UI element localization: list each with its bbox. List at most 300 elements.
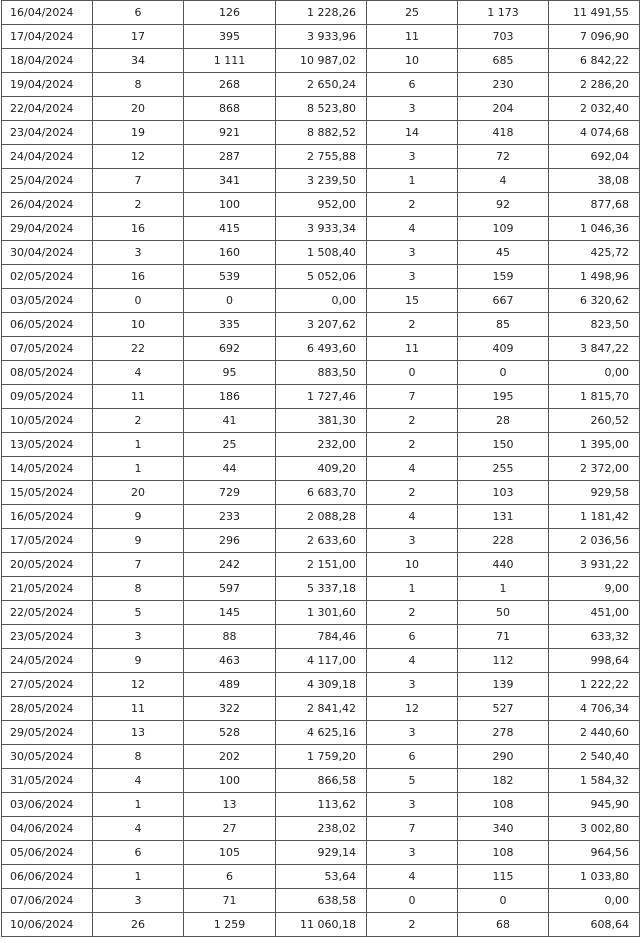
table-row (2, 145, 640, 169)
table-row (2, 721, 640, 745)
cell-amount-a: 2 650,24 (276, 73, 367, 97)
cell-count-a: 3 (93, 241, 184, 265)
cell-count-b: 3 (367, 529, 458, 553)
cell-amount-b: 945,90 (549, 793, 640, 817)
table-row (2, 481, 640, 505)
cell-count-a: 6 (93, 841, 184, 865)
cell-date: 02/05/2024 (2, 265, 93, 289)
cell-count-b: 4 (367, 457, 458, 481)
cell-quantity-a: 539 (184, 265, 276, 289)
cell-count-a: 26 (93, 913, 184, 937)
cell-quantity-b: 92 (458, 193, 549, 217)
cell-quantity-b: 204 (458, 97, 549, 121)
cell-quantity-b: 108 (458, 841, 549, 865)
cell-amount-a: 53,64 (276, 865, 367, 889)
table-row (2, 457, 640, 481)
cell-count-a: 1 (93, 457, 184, 481)
cell-quantity-a: 341 (184, 169, 276, 193)
cell-date: 03/05/2024 (2, 289, 93, 313)
cell-date: 18/04/2024 (2, 49, 93, 73)
table-row (2, 25, 640, 49)
cell-date: 22/04/2024 (2, 97, 93, 121)
cell-date: 21/05/2024 (2, 577, 93, 601)
cell-quantity-a: 71 (184, 889, 276, 913)
cell-quantity-a: 88 (184, 625, 276, 649)
table-row (2, 913, 640, 937)
cell-quantity-b: 139 (458, 673, 549, 697)
cell-quantity-a: 692 (184, 337, 276, 361)
cell-quantity-a: 13 (184, 793, 276, 817)
table-row (2, 289, 640, 313)
cell-quantity-b: 290 (458, 745, 549, 769)
cell-amount-b: 998,64 (549, 649, 640, 673)
cell-quantity-a: 335 (184, 313, 276, 337)
cell-count-a: 12 (93, 145, 184, 169)
cell-amount-a: 113,62 (276, 793, 367, 817)
table-row (2, 697, 640, 721)
cell-amount-a: 11 060,18 (276, 913, 367, 937)
cell-quantity-a: 25 (184, 433, 276, 457)
cell-quantity-b: 1 (458, 577, 549, 601)
cell-amount-b: 823,50 (549, 313, 640, 337)
cell-date: 23/04/2024 (2, 121, 93, 145)
cell-quantity-b: 108 (458, 793, 549, 817)
cell-date: 10/05/2024 (2, 409, 93, 433)
cell-date: 26/04/2024 (2, 193, 93, 217)
cell-date: 19/04/2024 (2, 73, 93, 97)
cell-amount-a: 2 633,60 (276, 529, 367, 553)
cell-date: 30/05/2024 (2, 745, 93, 769)
cell-amount-b: 2 540,40 (549, 745, 640, 769)
cell-date: 27/05/2024 (2, 673, 93, 697)
cell-amount-a: 784,46 (276, 625, 367, 649)
cell-date: 22/05/2024 (2, 601, 93, 625)
cell-quantity-b: 340 (458, 817, 549, 841)
cell-count-b: 3 (367, 673, 458, 697)
cell-count-a: 7 (93, 169, 184, 193)
table-row (2, 745, 640, 769)
cell-quantity-a: 921 (184, 121, 276, 145)
cell-quantity-a: 202 (184, 745, 276, 769)
cell-count-a: 9 (93, 529, 184, 553)
cell-date: 05/06/2024 (2, 841, 93, 865)
cell-count-b: 7 (367, 817, 458, 841)
cell-count-b: 1 (367, 577, 458, 601)
cell-amount-b: 7 096,90 (549, 25, 640, 49)
cell-count-a: 20 (93, 97, 184, 121)
cell-count-b: 15 (367, 289, 458, 313)
cell-amount-a: 3 933,34 (276, 217, 367, 241)
cell-date: 28/05/2024 (2, 697, 93, 721)
table-row (2, 193, 640, 217)
cell-amount-a: 6 493,60 (276, 337, 367, 361)
cell-amount-b: 3 847,22 (549, 337, 640, 361)
table-row (2, 97, 640, 121)
cell-amount-a: 2 088,28 (276, 505, 367, 529)
cell-date: 16/05/2024 (2, 505, 93, 529)
cell-quantity-a: 463 (184, 649, 276, 673)
cell-amount-b: 692,04 (549, 145, 640, 169)
cell-amount-a: 232,00 (276, 433, 367, 457)
cell-count-b: 3 (367, 145, 458, 169)
cell-date: 25/04/2024 (2, 169, 93, 193)
cell-amount-a: 1 301,60 (276, 601, 367, 625)
cell-date: 24/04/2024 (2, 145, 93, 169)
cell-amount-b: 2 036,56 (549, 529, 640, 553)
cell-count-a: 20 (93, 481, 184, 505)
cell-date: 30/04/2024 (2, 241, 93, 265)
table-row (2, 889, 640, 913)
cell-count-b: 1 (367, 169, 458, 193)
cell-quantity-a: 415 (184, 217, 276, 241)
cell-date: 29/05/2024 (2, 721, 93, 745)
table-row (2, 49, 640, 73)
cell-amount-b: 3 931,22 (549, 553, 640, 577)
cell-count-b: 11 (367, 337, 458, 361)
cell-amount-b: 1 033,80 (549, 865, 640, 889)
cell-quantity-a: 44 (184, 457, 276, 481)
table-row (2, 817, 640, 841)
cell-count-b: 6 (367, 625, 458, 649)
cell-quantity-b: 28 (458, 409, 549, 433)
cell-amount-a: 381,30 (276, 409, 367, 433)
cell-count-a: 9 (93, 505, 184, 529)
cell-quantity-b: 278 (458, 721, 549, 745)
cell-amount-a: 929,14 (276, 841, 367, 865)
cell-count-b: 2 (367, 601, 458, 625)
cell-quantity-a: 528 (184, 721, 276, 745)
cell-count-a: 4 (93, 817, 184, 841)
cell-count-a: 3 (93, 889, 184, 913)
cell-quantity-b: 230 (458, 73, 549, 97)
cell-amount-a: 3 207,62 (276, 313, 367, 337)
table-row (2, 649, 640, 673)
cell-amount-b: 877,68 (549, 193, 640, 217)
cell-count-a: 10 (93, 313, 184, 337)
cell-amount-a: 866,58 (276, 769, 367, 793)
cell-count-a: 5 (93, 601, 184, 625)
cell-amount-a: 4 309,18 (276, 673, 367, 697)
cell-quantity-b: 195 (458, 385, 549, 409)
table-row (2, 361, 640, 385)
cell-count-b: 2 (367, 913, 458, 937)
cell-quantity-a: 1 259 (184, 913, 276, 937)
cell-quantity-b: 409 (458, 337, 549, 361)
cell-count-b: 7 (367, 385, 458, 409)
cell-count-a: 1 (93, 793, 184, 817)
cell-amount-a: 1 508,40 (276, 241, 367, 265)
cell-date: 24/05/2024 (2, 649, 93, 673)
table-row (2, 673, 640, 697)
cell-count-a: 8 (93, 577, 184, 601)
cell-quantity-b: 703 (458, 25, 549, 49)
cell-date: 06/05/2024 (2, 313, 93, 337)
cell-quantity-a: 105 (184, 841, 276, 865)
cell-count-b: 6 (367, 745, 458, 769)
cell-date: 07/05/2024 (2, 337, 93, 361)
cell-quantity-a: 489 (184, 673, 276, 697)
cell-date: 29/04/2024 (2, 217, 93, 241)
table-row (2, 1, 640, 25)
cell-quantity-a: 868 (184, 97, 276, 121)
cell-quantity-a: 100 (184, 193, 276, 217)
cell-count-b: 4 (367, 217, 458, 241)
cell-count-b: 4 (367, 865, 458, 889)
cell-amount-a: 638,58 (276, 889, 367, 913)
cell-amount-b: 2 372,00 (549, 457, 640, 481)
cell-count-a: 17 (93, 25, 184, 49)
cell-count-b: 0 (367, 889, 458, 913)
cell-quantity-b: 131 (458, 505, 549, 529)
cell-amount-b: 6 320,62 (549, 289, 640, 313)
cell-date: 17/04/2024 (2, 25, 93, 49)
table-row (2, 577, 640, 601)
cell-amount-b: 9,00 (549, 577, 640, 601)
cell-count-a: 6 (93, 1, 184, 25)
cell-quantity-a: 126 (184, 1, 276, 25)
cell-amount-a: 8 882,52 (276, 121, 367, 145)
cell-count-b: 2 (367, 193, 458, 217)
cell-amount-b: 1 395,00 (549, 433, 640, 457)
cell-count-b: 4 (367, 649, 458, 673)
table-row (2, 265, 640, 289)
cell-amount-b: 633,32 (549, 625, 640, 649)
cell-amount-b: 1 046,36 (549, 217, 640, 241)
cell-date: 09/05/2024 (2, 385, 93, 409)
cell-quantity-a: 186 (184, 385, 276, 409)
cell-quantity-b: 103 (458, 481, 549, 505)
cell-quantity-a: 242 (184, 553, 276, 577)
cell-amount-a: 952,00 (276, 193, 367, 217)
cell-count-b: 4 (367, 505, 458, 529)
cell-quantity-b: 68 (458, 913, 549, 937)
cell-count-a: 16 (93, 217, 184, 241)
cell-quantity-a: 729 (184, 481, 276, 505)
cell-amount-b: 2 032,40 (549, 97, 640, 121)
cell-count-a: 9 (93, 649, 184, 673)
table-row (2, 433, 640, 457)
cell-amount-a: 238,02 (276, 817, 367, 841)
cell-count-a: 19 (93, 121, 184, 145)
cell-quantity-b: 72 (458, 145, 549, 169)
cell-amount-a: 409,20 (276, 457, 367, 481)
cell-amount-b: 608,64 (549, 913, 640, 937)
cell-quantity-b: 115 (458, 865, 549, 889)
cell-date: 16/04/2024 (2, 1, 93, 25)
cell-quantity-a: 100 (184, 769, 276, 793)
table-row (2, 121, 640, 145)
cell-amount-b: 0,00 (549, 361, 640, 385)
table-row (2, 505, 640, 529)
table-row (2, 313, 640, 337)
cell-amount-b: 3 002,80 (549, 817, 640, 841)
cell-count-a: 4 (93, 361, 184, 385)
cell-quantity-a: 0 (184, 289, 276, 313)
cell-quantity-b: 255 (458, 457, 549, 481)
cell-date: 15/05/2024 (2, 481, 93, 505)
daily-data-table (1, 0, 640, 937)
cell-quantity-a: 322 (184, 697, 276, 721)
cell-amount-b: 6 842,22 (549, 49, 640, 73)
cell-count-b: 10 (367, 553, 458, 577)
cell-amount-b: 1 222,22 (549, 673, 640, 697)
cell-quantity-b: 4 (458, 169, 549, 193)
table-row (2, 241, 640, 265)
cell-quantity-b: 150 (458, 433, 549, 457)
table-row (2, 841, 640, 865)
cell-count-b: 2 (367, 433, 458, 457)
cell-quantity-a: 296 (184, 529, 276, 553)
cell-quantity-a: 1 111 (184, 49, 276, 73)
cell-quantity-b: 0 (458, 361, 549, 385)
cell-count-b: 3 (367, 841, 458, 865)
cell-count-b: 3 (367, 721, 458, 745)
cell-count-a: 4 (93, 769, 184, 793)
cell-quantity-a: 27 (184, 817, 276, 841)
cell-quantity-b: 440 (458, 553, 549, 577)
cell-count-b: 14 (367, 121, 458, 145)
cell-quantity-b: 50 (458, 601, 549, 625)
cell-quantity-b: 685 (458, 49, 549, 73)
cell-amount-b: 4 706,34 (549, 697, 640, 721)
cell-date: 04/06/2024 (2, 817, 93, 841)
table-row (2, 769, 640, 793)
cell-count-a: 16 (93, 265, 184, 289)
table-row (2, 865, 640, 889)
cell-date: 31/05/2024 (2, 769, 93, 793)
cell-quantity-b: 109 (458, 217, 549, 241)
cell-count-b: 11 (367, 25, 458, 49)
cell-quantity-b: 527 (458, 697, 549, 721)
cell-amount-a: 5 052,06 (276, 265, 367, 289)
cell-amount-b: 1 815,70 (549, 385, 640, 409)
cell-amount-a: 4 117,00 (276, 649, 367, 673)
cell-amount-b: 425,72 (549, 241, 640, 265)
cell-amount-a: 2 151,00 (276, 553, 367, 577)
cell-count-a: 13 (93, 721, 184, 745)
cell-amount-a: 5 337,18 (276, 577, 367, 601)
table-row (2, 169, 640, 193)
table-row (2, 553, 640, 577)
cell-quantity-a: 268 (184, 73, 276, 97)
cell-quantity-a: 160 (184, 241, 276, 265)
cell-count-a: 2 (93, 409, 184, 433)
cell-count-b: 6 (367, 73, 458, 97)
cell-count-a: 8 (93, 73, 184, 97)
cell-amount-a: 2 755,88 (276, 145, 367, 169)
cell-date: 06/06/2024 (2, 865, 93, 889)
cell-amount-a: 883,50 (276, 361, 367, 385)
cell-count-a: 12 (93, 673, 184, 697)
cell-amount-b: 929,58 (549, 481, 640, 505)
cell-amount-a: 2 841,42 (276, 697, 367, 721)
cell-count-b: 10 (367, 49, 458, 73)
cell-count-a: 22 (93, 337, 184, 361)
cell-date: 17/05/2024 (2, 529, 93, 553)
cell-count-b: 2 (367, 409, 458, 433)
cell-quantity-a: 6 (184, 865, 276, 889)
cell-quantity-b: 182 (458, 769, 549, 793)
cell-quantity-a: 41 (184, 409, 276, 433)
cell-count-a: 0 (93, 289, 184, 313)
cell-quantity-a: 395 (184, 25, 276, 49)
cell-quantity-b: 159 (458, 265, 549, 289)
cell-count-a: 3 (93, 625, 184, 649)
cell-amount-b: 0,00 (549, 889, 640, 913)
cell-quantity-a: 145 (184, 601, 276, 625)
cell-amount-b: 4 074,68 (549, 121, 640, 145)
cell-amount-a: 6 683,70 (276, 481, 367, 505)
cell-count-a: 11 (93, 385, 184, 409)
cell-count-b: 12 (367, 697, 458, 721)
cell-amount-a: 0,00 (276, 289, 367, 313)
table-row (2, 337, 640, 361)
cell-count-b: 5 (367, 769, 458, 793)
cell-quantity-b: 85 (458, 313, 549, 337)
cell-date: 13/05/2024 (2, 433, 93, 457)
cell-quantity-a: 597 (184, 577, 276, 601)
cell-quantity-b: 228 (458, 529, 549, 553)
table-row (2, 73, 640, 97)
cell-count-a: 11 (93, 697, 184, 721)
cell-amount-a: 3 933,96 (276, 25, 367, 49)
cell-date: 14/05/2024 (2, 457, 93, 481)
cell-count-a: 34 (93, 49, 184, 73)
cell-count-a: 7 (93, 553, 184, 577)
cell-date: 10/06/2024 (2, 913, 93, 937)
cell-amount-b: 1 181,42 (549, 505, 640, 529)
cell-amount-a: 10 987,02 (276, 49, 367, 73)
cell-count-a: 8 (93, 745, 184, 769)
table-row (2, 217, 640, 241)
cell-quantity-b: 112 (458, 649, 549, 673)
cell-count-b: 2 (367, 313, 458, 337)
cell-count-a: 1 (93, 433, 184, 457)
cell-amount-b: 2 440,60 (549, 721, 640, 745)
cell-quantity-b: 418 (458, 121, 549, 145)
cell-count-b: 3 (367, 97, 458, 121)
cell-count-b: 3 (367, 241, 458, 265)
cell-date: 03/06/2024 (2, 793, 93, 817)
cell-quantity-b: 667 (458, 289, 549, 313)
cell-amount-a: 8 523,80 (276, 97, 367, 121)
cell-quantity-b: 0 (458, 889, 549, 913)
cell-amount-a: 4 625,16 (276, 721, 367, 745)
cell-amount-b: 451,00 (549, 601, 640, 625)
table-row (2, 385, 640, 409)
cell-date: 07/06/2024 (2, 889, 93, 913)
cell-count-b: 3 (367, 793, 458, 817)
cell-amount-a: 3 239,50 (276, 169, 367, 193)
cell-quantity-b: 71 (458, 625, 549, 649)
cell-count-b: 0 (367, 361, 458, 385)
cell-quantity-a: 233 (184, 505, 276, 529)
cell-amount-b: 260,52 (549, 409, 640, 433)
table-row (2, 601, 640, 625)
cell-date: 23/05/2024 (2, 625, 93, 649)
cell-amount-a: 1 228,26 (276, 1, 367, 25)
cell-amount-b: 38,08 (549, 169, 640, 193)
cell-count-b: 2 (367, 481, 458, 505)
cell-quantity-b: 1 173 (458, 1, 549, 25)
cell-amount-a: 1 727,46 (276, 385, 367, 409)
cell-count-a: 1 (93, 865, 184, 889)
table-body (2, 1, 640, 937)
cell-count-a: 2 (93, 193, 184, 217)
cell-count-b: 3 (367, 265, 458, 289)
table-row (2, 793, 640, 817)
cell-count-b: 25 (367, 1, 458, 25)
